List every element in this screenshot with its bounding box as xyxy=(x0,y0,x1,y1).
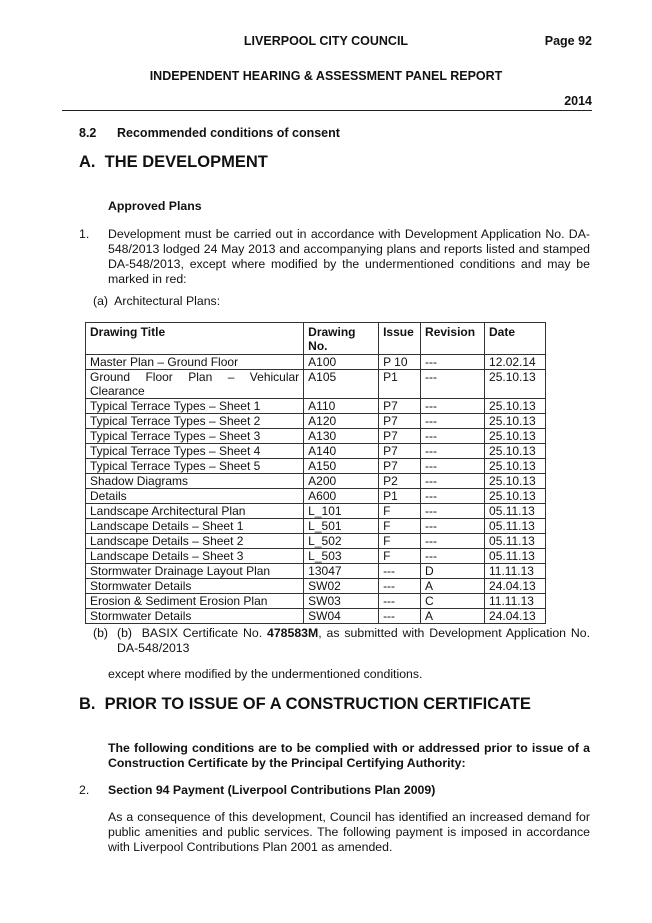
cell-title: Landscape Details – Sheet 3 xyxy=(86,549,304,564)
item-b-prefix: (b) BASIX Certificate No. xyxy=(117,626,267,640)
cell-title: Landscape Details – Sheet 1 xyxy=(86,519,304,534)
cell-issue: F xyxy=(379,504,421,519)
table-row xyxy=(86,355,546,370)
item-b-suffix: , as submitted with Development Application No. DA-548/2013 xyxy=(117,626,591,655)
cell-issue: F xyxy=(379,534,421,549)
cell-date: 11.11.13 xyxy=(485,594,546,609)
cell-drawing-no: A200 xyxy=(304,474,379,489)
table-row xyxy=(86,370,546,399)
cell-date: 05.11.13 xyxy=(485,519,546,534)
cell-revision: --- xyxy=(421,519,485,534)
item-b-label: (b) xyxy=(93,626,109,640)
cell-title: Landscape Details – Sheet 2 xyxy=(86,534,304,549)
cell-drawing-no: L_502 xyxy=(304,534,379,549)
cell-issue: F xyxy=(379,519,421,534)
cell-issue: F xyxy=(379,549,421,564)
cell-drawing-no: SW04 xyxy=(304,609,379,624)
part-b-intro: The following conditions are to be complied with or addressed prior to issue of a Construction Certificate by the Principal Certifying Authority: xyxy=(108,741,590,770)
cell-drawing-no: 13047 xyxy=(304,564,379,579)
cell-drawing-no: L_501 xyxy=(304,519,379,534)
cell-issue: --- xyxy=(379,594,421,609)
cell-drawing-no: A130 xyxy=(304,429,379,444)
architectural-plans-table xyxy=(85,322,546,624)
cell-revision: --- xyxy=(421,414,485,429)
col-header-drawing-title: Drawing Title xyxy=(86,323,304,355)
col-header-issue: Issue xyxy=(379,323,421,355)
table-row xyxy=(86,444,546,459)
table-row xyxy=(86,594,546,609)
condition-2-number: 2. xyxy=(79,783,90,797)
cell-issue: P7 xyxy=(379,414,421,429)
report-year: 2014 xyxy=(564,94,592,108)
table-row xyxy=(86,489,546,504)
cell-drawing-no: A105 xyxy=(304,370,379,399)
heading-b: B. PRIOR TO ISSUE OF A CONSTRUCTION CERTIFICATE xyxy=(79,695,531,713)
cell-issue: P 10 xyxy=(379,355,421,370)
cell-revision: --- xyxy=(421,355,485,370)
cell-drawing-no: A150 xyxy=(304,459,379,474)
cell-drawing-no: A120 xyxy=(304,414,379,429)
cell-issue: P7 xyxy=(379,444,421,459)
cell-date: 25.10.13 xyxy=(485,414,546,429)
cell-issue: --- xyxy=(379,609,421,624)
cell-date: 25.10.13 xyxy=(485,459,546,474)
cell-issue: P7 xyxy=(379,429,421,444)
table-row xyxy=(86,579,546,594)
report-title: INDEPENDENT HEARING & ASSESSMENT PANEL REPORT xyxy=(149,69,503,83)
col-header-revision: Revision xyxy=(421,323,485,355)
cell-date: 25.10.13 xyxy=(485,489,546,504)
cell-title xyxy=(86,370,304,399)
cell-date: 25.10.13 xyxy=(485,474,546,489)
col-header-date: Date xyxy=(485,323,546,355)
cell-date: 05.11.13 xyxy=(485,549,546,564)
table-row xyxy=(86,564,546,579)
item-a-label: (a) Architectural Plans: xyxy=(93,294,221,308)
heading-a: A. THE DEVELOPMENT xyxy=(79,153,268,171)
cell-title: Shadow Diagrams xyxy=(86,474,304,489)
cell-revision: --- xyxy=(421,399,485,414)
cell-revision: --- xyxy=(421,429,485,444)
cell-drawing-no: A110 xyxy=(304,399,379,414)
cell-title: Stormwater Details xyxy=(86,579,304,594)
cell-issue: P7 xyxy=(379,399,421,414)
cell-revision: D xyxy=(421,564,485,579)
cell-issue: --- xyxy=(379,579,421,594)
cell-revision: A xyxy=(421,579,485,594)
cell-title: Stormwater Details xyxy=(86,609,304,624)
cell-revision: --- xyxy=(421,549,485,564)
cell-title: Stormwater Drainage Layout Plan xyxy=(86,564,304,579)
cell-title: Master Plan – Ground Floor xyxy=(86,355,304,370)
cell-title: Landscape Architectural Plan xyxy=(86,504,304,519)
cell-drawing-no: SW02 xyxy=(304,579,379,594)
cell-date: 11.11.13 xyxy=(485,564,546,579)
header-divider xyxy=(62,110,592,111)
table-row xyxy=(86,609,546,624)
cell-title: Typical Terrace Types – Sheet 4 xyxy=(86,444,304,459)
cell-revision: --- xyxy=(421,474,485,489)
cell-date: 24.04.13 xyxy=(485,609,546,624)
cell-revision: A xyxy=(421,609,485,624)
cell-issue: P1 xyxy=(379,370,421,399)
cell-title: Typical Terrace Types – Sheet 2 xyxy=(86,414,304,429)
table-row xyxy=(86,534,546,549)
council-name: LIVERPOOL CITY COUNCIL xyxy=(243,34,409,48)
cell-issue: P1 xyxy=(379,489,421,504)
cell-revision: --- xyxy=(421,489,485,504)
table-row xyxy=(86,459,546,474)
cell-revision: --- xyxy=(421,534,485,549)
cell-drawing-no: L_101 xyxy=(304,504,379,519)
cell-revision: --- xyxy=(421,444,485,459)
cell-title-text: Ground Floor Plan – Vehicular Clearance xyxy=(90,370,300,398)
table-row xyxy=(86,429,546,444)
table-row xyxy=(86,519,546,534)
cell-drawing-no: A600 xyxy=(304,489,379,504)
item-b-text xyxy=(117,626,590,656)
cell-drawing-no: SW03 xyxy=(304,594,379,609)
cell-revision: --- xyxy=(421,459,485,474)
cell-revision: C xyxy=(421,594,485,609)
table-row xyxy=(86,504,546,519)
condition-1-text: Development must be carried out in accordance with Development Application No. DA-548/2013 lodged 24 May 2013 and accompanying plans and reports listed and stamped DA-548/2013, except where modified by the undermentioned conditions and may be marked in red: xyxy=(108,227,590,286)
condition-2-text: As a consequence of this development, Council has identified an increased demand for public amenities and public services. The following payment is imposed in accordance with Liverpool Contributions Plan 2001 as amended. xyxy=(108,810,590,854)
cell-date: 12.02.14 xyxy=(485,355,546,370)
cell-title: Typical Terrace Types – Sheet 3 xyxy=(86,429,304,444)
condition-2-title: Section 94 Payment (Liverpool Contributions Plan 2009) xyxy=(108,783,436,797)
item-b xyxy=(93,626,590,656)
cell-date: 24.04.13 xyxy=(485,579,546,594)
cell-date: 25.10.13 xyxy=(485,399,546,414)
cell-date: 05.11.13 xyxy=(485,504,546,519)
cell-date: 25.10.13 xyxy=(485,444,546,459)
col-header-drawing-no: Drawing No. xyxy=(304,323,379,355)
cell-drawing-no: A140 xyxy=(304,444,379,459)
cell-date: 25.10.13 xyxy=(485,370,546,399)
page-number: Page 92 xyxy=(544,34,592,48)
section-title: Recommended conditions of consent xyxy=(117,126,340,140)
cell-title: Erosion & Sediment Erosion Plan xyxy=(86,594,304,609)
table-row xyxy=(86,399,546,414)
cell-drawing-no: L_503 xyxy=(304,549,379,564)
cell-date: 25.10.13 xyxy=(485,429,546,444)
section-number: 8.2 xyxy=(79,126,97,140)
condition-1-number: 1. xyxy=(79,227,90,241)
table-header-row xyxy=(86,323,546,355)
table-row xyxy=(86,414,546,429)
cell-issue: --- xyxy=(379,564,421,579)
cell-issue: P2 xyxy=(379,474,421,489)
except-text: except where modified by the undermentioned conditions. xyxy=(108,667,423,681)
cell-revision: --- xyxy=(421,504,485,519)
cell-revision: --- xyxy=(421,370,485,399)
cell-drawing-no: A100 xyxy=(304,355,379,370)
basix-cert-number: 478583M xyxy=(266,626,319,640)
cell-title: Typical Terrace Types – Sheet 1 xyxy=(86,399,304,414)
table-row xyxy=(86,474,546,489)
approved-plans-subheading: Approved Plans xyxy=(108,199,202,213)
cell-date: 05.11.13 xyxy=(485,534,546,549)
table-row xyxy=(86,549,546,564)
cell-title: Typical Terrace Types – Sheet 5 xyxy=(86,459,304,474)
cell-title: Details xyxy=(86,489,304,504)
cell-issue: P7 xyxy=(379,459,421,474)
